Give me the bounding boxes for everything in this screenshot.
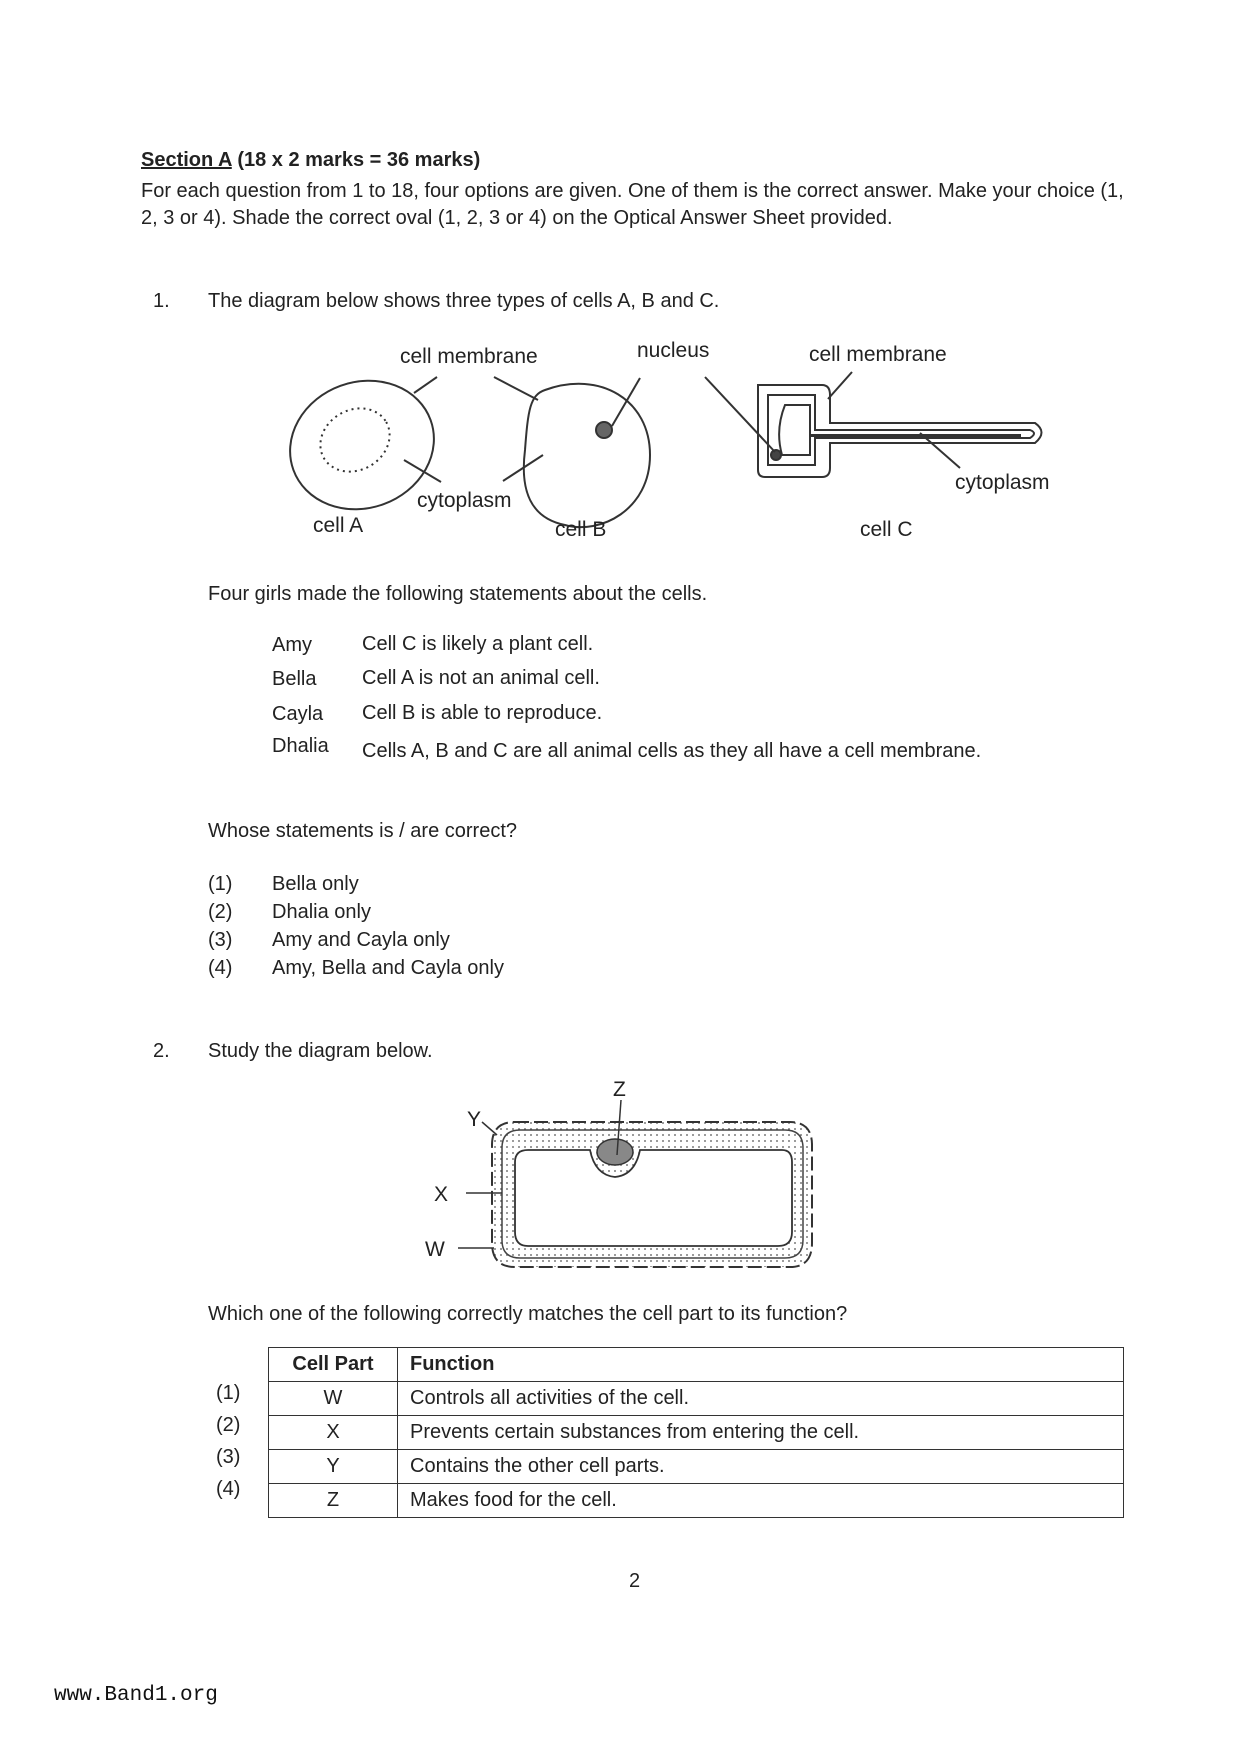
section-marks: (18 x 2 marks = 36 marks)	[237, 149, 481, 171]
table-row	[269, 1484, 1124, 1518]
option-number: (3)	[208, 929, 233, 951]
statements-intro: Four girls made the following statements about the cells.	[208, 583, 708, 605]
table-row	[269, 1416, 1124, 1450]
cell-part: X	[269, 1416, 398, 1450]
label-cytoplasm-left: cytoplasm	[417, 489, 512, 512]
cell-function: Makes food for the cell.	[398, 1484, 1124, 1518]
cell-part: Y	[269, 1450, 398, 1484]
option-text: Amy, Bella and Cayla only	[272, 957, 504, 979]
statement-name: Dhalia	[272, 735, 329, 757]
option-text: Dhalia only	[272, 901, 371, 923]
section-title: Section A	[141, 149, 232, 171]
plant-cell-diagram	[0, 1060, 1239, 1290]
cell-a-inner-dotted	[309, 396, 401, 484]
option-number: (1)	[208, 873, 233, 895]
option-number: (1)	[216, 1382, 241, 1404]
question-1-text: The diagram below shows three types of cells A, B and C.	[208, 290, 720, 312]
statement-name: Amy	[272, 634, 312, 656]
table-row	[269, 1382, 1124, 1416]
statement-text: Cell C is likely a plant cell.	[362, 633, 594, 655]
question-2-prompt: Which one of the following correctly matches the cell part to its function?	[208, 1303, 848, 1325]
cell-b-nucleus	[596, 422, 612, 438]
cell-part: W	[269, 1382, 398, 1416]
label-cell-membrane-right: cell membrane	[809, 343, 947, 366]
label-cell-c: cell C	[860, 518, 913, 541]
cell-types-diagram	[0, 0, 1239, 560]
cell-function: Contains the other cell parts.	[398, 1450, 1124, 1484]
question-2-number: 2.	[153, 1040, 170, 1062]
label-w: W	[425, 1238, 445, 1261]
option-number: (4)	[216, 1478, 241, 1500]
header-cell-part: Cell Part	[269, 1348, 398, 1382]
statement-name: Cayla	[272, 703, 324, 725]
label-nucleus: nucleus	[637, 339, 710, 362]
cell-part: Z	[269, 1484, 398, 1518]
label-cytoplasm-right: cytoplasm	[955, 471, 1050, 494]
vacuole	[515, 1150, 792, 1246]
page-number: 2	[629, 1570, 641, 1592]
statement-text: Cell A is not an animal cell.	[362, 667, 600, 689]
label-cell-a: cell A	[313, 514, 364, 537]
question-1-number: 1.	[153, 290, 170, 312]
option-number: (2)	[216, 1414, 241, 1436]
label-z: Z	[613, 1078, 626, 1101]
question-2-text: Study the diagram below.	[208, 1040, 433, 1062]
statement-text: Cell B is able to reproduce.	[362, 702, 603, 724]
label-x: X	[434, 1183, 449, 1206]
cell-function: Controls all activities of the cell.	[398, 1382, 1124, 1416]
nucleus	[597, 1139, 633, 1165]
option-text: Bella only	[272, 873, 359, 895]
label-y: Y	[467, 1108, 482, 1131]
table-header-row	[269, 1348, 1124, 1382]
label-cell-membrane-left: cell membrane	[400, 345, 538, 368]
cell-function-table	[268, 1347, 1124, 1518]
footer-watermark: www.Band1.org	[54, 1684, 218, 1707]
header-function: Function	[398, 1348, 1124, 1382]
section-instructions: For each question from 1 to 18, four options are given. One of them is the correct answer. Make your choice (1, 2, 3 or 4). Shade the correct oval (1, 2, 3 or 4) on the Optical Answer Sheet provided.	[141, 180, 1124, 229]
option-number: (3)	[216, 1446, 241, 1468]
statement-name: Bella	[272, 668, 317, 690]
cell-c-nucleus	[771, 450, 781, 460]
label-cell-b: cell B	[555, 518, 607, 541]
statement-text: Cells A, B and C are all animal cells as they all have a cell membrane.	[362, 740, 982, 762]
question-1-prompt: Whose statements is / are correct?	[208, 820, 518, 842]
option-number: (4)	[208, 957, 233, 979]
table-row	[269, 1450, 1124, 1484]
cell-function: Prevents certain substances from entering the cell.	[398, 1416, 1124, 1450]
option-text: Amy and Cayla only	[272, 929, 450, 951]
option-number: (2)	[208, 901, 233, 923]
